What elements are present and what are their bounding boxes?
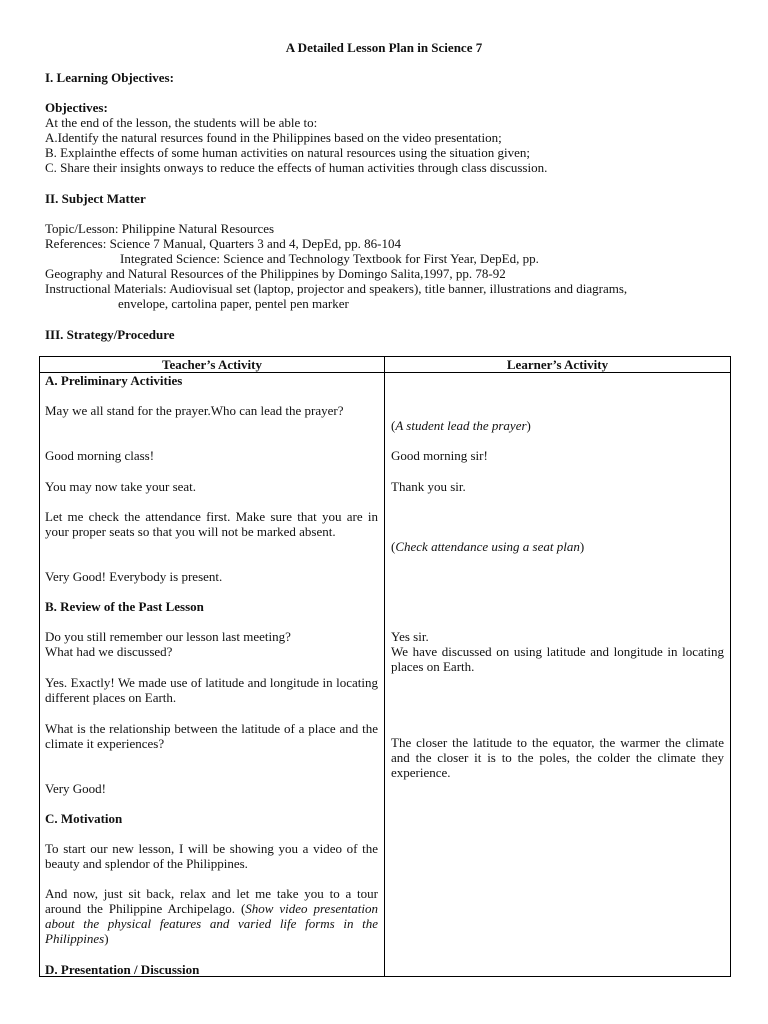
teacher-attendance: Let me check the attendance first. Make sure that you are in your proper seats so that you will not be marked absent. [45, 509, 378, 539]
objective-a: A.Identify the natural resurces found in the Philippines based on the video presentation; [45, 130, 502, 145]
teacher-motivation: To start our new lesson, I will be showing you a video of the beauty and splendor of the Philippines. [45, 841, 378, 871]
teacher-greeting: Good morning class! [45, 448, 155, 463]
teacher-tour [45, 886, 378, 946]
objective-b: B. Explainthe effects of some human activities on natural resources using the situation given; [45, 145, 530, 160]
learner-prayer [391, 418, 724, 433]
table-column-divider [384, 357, 385, 976]
topic-lesson: Topic/Lesson: Philippine Natural Resources [45, 221, 275, 236]
reference-integrated-science: Integrated Science: Science and Technology Textbook for First Year, DepEd, pp. [120, 251, 539, 266]
teacher-review-question-1: Do you still remember our lesson last meeting? [45, 629, 291, 644]
learner-prayer-instruction: A student lead the prayer [395, 418, 527, 433]
presentation-discussion-heading: D. Presentation / Discussion [45, 962, 200, 977]
teacher-tour-instruction: Show video presentation about the physical features and varied life forms in the Philippines [45, 901, 378, 946]
teacher-tour-text: And now, just sit back, relax and let me take you to a tour around the Philippine Archipelago. ( [45, 886, 378, 916]
learner-prayer-open: ( [391, 418, 396, 433]
learner-thanks: Thank you sir. [391, 479, 466, 494]
learner-attendance-instruction: Check attendance using a seat plan [395, 539, 580, 554]
learner-prayer-close: ) [526, 418, 531, 433]
teacher-seat: You may now take your seat. [45, 479, 197, 494]
teacher-tour-close: ) [104, 931, 109, 946]
reference-geography: Geography and Natural Resources of the Philippines by Domingo Salita,1997, pp. 78-92 [45, 266, 506, 281]
instructional-materials: Instructional Materials: Audiovisual set (laptop, projector and speakers), title banner, illustrations and diagrams, [45, 281, 628, 296]
activity-table [39, 356, 731, 977]
learner-activity-header: Learner’s Activity [506, 357, 609, 372]
objectives-label: Objectives: [45, 100, 108, 115]
teacher-everybody-present: Very Good! Everybody is present. [45, 569, 223, 584]
objectives-intro: At the end of the lesson, the students will be able to: [45, 115, 318, 130]
learner-yes-sir: Yes sir. [391, 629, 429, 644]
review-past-lesson-heading: B. Review of the Past Lesson [45, 599, 204, 614]
learner-closer-latitude: The closer the latitude to the equator, the warmer the climate and the closer it is to the poles, the colder the climate they experience. [391, 735, 724, 780]
learner-attendance [391, 539, 724, 554]
instructional-materials-continued: envelope, cartolina paper, pentel pen marker [118, 296, 349, 311]
teacher-prayer: May we all stand for the prayer.Who can lead the prayer? [45, 403, 344, 418]
motivation-heading: C. Motivation [45, 811, 123, 826]
teacher-activity-header: Teacher’s Activity [161, 357, 262, 372]
teacher-review-yes: Yes. Exactly! We made use of latitude and longitude in locating different places on Earth. [45, 675, 378, 705]
learner-attendance-open: ( [391, 539, 396, 554]
objective-c: C. Share their insights onways to reduce the effects of human activities through class discussion. [45, 160, 548, 175]
preliminary-activities-heading: A. Preliminary Activities [45, 373, 183, 388]
document-title: A Detailed Lesson Plan in Science 7 [285, 40, 483, 55]
teacher-review-question-2: What had we discussed? [45, 644, 173, 659]
teacher-very-good: Very Good! [45, 781, 107, 796]
section-strategy-heading: III. Strategy/Procedure [45, 327, 175, 342]
references: References: Science 7 Manual, Quarters 3 and 4, DepEd, pp. 86-104 [45, 236, 401, 251]
section-learning-objectives-heading: I. Learning Objectives: [45, 70, 174, 85]
learner-attendance-close: ) [579, 539, 585, 554]
learner-greeting: Good morning sir! [391, 448, 488, 463]
teacher-relationship-question: What is the relationship between the latitude of a place and the climate it experiences? [45, 721, 378, 751]
learner-discussed: We have discussed on using latitude and longitude in locating places on Earth. [391, 644, 724, 674]
section-subject-matter-heading: II. Subject Matter [45, 191, 146, 206]
